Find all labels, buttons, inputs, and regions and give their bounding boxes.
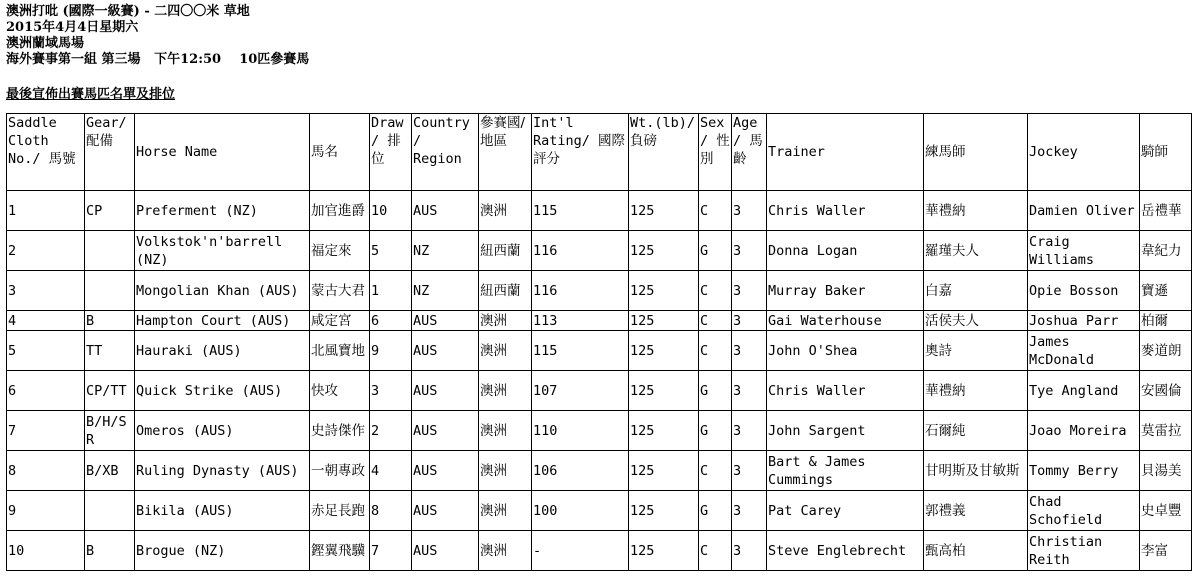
cell-draw: 9 bbox=[370, 331, 412, 371]
cell-country-zh: 澳洲 bbox=[479, 371, 532, 411]
cell-sex: C bbox=[699, 531, 732, 571]
cell-trainer-zh: 白嘉 bbox=[924, 271, 1028, 311]
cell-jockey-zh: 寶遜 bbox=[1140, 271, 1192, 311]
cell-country-zh: 紐西蘭 bbox=[479, 271, 532, 311]
cell-horse-name-zh: 福定來 bbox=[310, 231, 370, 271]
cell-saddle-cloth: 6 bbox=[7, 371, 85, 411]
cell-rating: 116 bbox=[532, 271, 629, 311]
cell-trainer-zh: 郭禮義 bbox=[924, 491, 1028, 531]
cell-sex: G bbox=[699, 371, 732, 411]
cell-horse-name: Hauraki (AUS) bbox=[135, 331, 310, 371]
cell-gear: B bbox=[85, 311, 135, 331]
cell-country: NZ bbox=[412, 271, 479, 311]
cell-trainer: Donna Logan bbox=[767, 231, 924, 271]
race-header bbox=[6, 4, 309, 68]
cell-age: 3 bbox=[732, 531, 767, 571]
cell-gear: CP/TT bbox=[85, 371, 135, 411]
table-row bbox=[7, 231, 1192, 271]
cell-draw: 4 bbox=[370, 451, 412, 491]
cell-trainer: John O'Shea bbox=[767, 331, 924, 371]
cell-jockey: Damien Oliver bbox=[1028, 191, 1140, 231]
cell-weight: 125 bbox=[629, 451, 699, 491]
cell-country-zh: 澳洲 bbox=[479, 191, 532, 231]
cell-trainer-zh: 石爾純 bbox=[924, 411, 1028, 451]
declaration-subtitle: 最後宣佈出賽馬匹名單及排位 bbox=[6, 87, 176, 102]
cell-trainer-zh: 甄高柏 bbox=[924, 531, 1028, 571]
cell-horse-name: Hampton Court (AUS) bbox=[135, 311, 310, 331]
cell-rating: 115 bbox=[532, 191, 629, 231]
cell-trainer: John Sargent bbox=[767, 411, 924, 451]
racecard-body bbox=[7, 191, 1192, 571]
table-row bbox=[7, 191, 1192, 231]
cell-country: AUS bbox=[412, 331, 479, 371]
cell-country-zh: 澳洲 bbox=[479, 451, 532, 491]
cell-country: AUS bbox=[412, 371, 479, 411]
table-row bbox=[7, 451, 1192, 491]
cell-saddle-cloth: 5 bbox=[7, 331, 85, 371]
cell-horse-name-zh: 鏗翼飛驥 bbox=[310, 531, 370, 571]
cell-jockey: Joao Moreira bbox=[1028, 411, 1140, 451]
cell-jockey-zh: 柏爾 bbox=[1140, 311, 1192, 331]
cell-country-zh: 澳洲 bbox=[479, 311, 532, 331]
cell-weight: 125 bbox=[629, 411, 699, 451]
cell-rating: - bbox=[532, 531, 629, 571]
col-header-age: Age/ 馬齡 bbox=[732, 114, 767, 191]
cell-jockey: Craig Williams bbox=[1028, 231, 1140, 271]
cell-country: AUS bbox=[412, 531, 479, 571]
cell-jockey: Joshua Parr bbox=[1028, 311, 1140, 331]
cell-trainer: Pat Carey bbox=[767, 491, 924, 531]
cell-trainer-zh: 甘明斯及甘敏斯 bbox=[924, 451, 1028, 491]
col-header-saddle-cloth: Saddle Cloth No./ 馬號 bbox=[7, 114, 85, 191]
cell-age: 3 bbox=[732, 491, 767, 531]
cell-age: 3 bbox=[732, 311, 767, 331]
cell-draw: 7 bbox=[370, 531, 412, 571]
cell-gear: B/XB bbox=[85, 451, 135, 491]
cell-horse-name-zh: 一朝專政 bbox=[310, 451, 370, 491]
cell-jockey-zh: 麥道朗 bbox=[1140, 331, 1192, 371]
col-header-country: Country/ Region bbox=[412, 114, 479, 191]
cell-country: AUS bbox=[412, 491, 479, 531]
cell-rating: 116 bbox=[532, 231, 629, 271]
cell-horse-name: Omeros (AUS) bbox=[135, 411, 310, 451]
col-header-draw: Draw/ 排位 bbox=[370, 114, 412, 191]
cell-country-zh: 紐西蘭 bbox=[479, 231, 532, 271]
cell-jockey-zh: 韋紀力 bbox=[1140, 231, 1192, 271]
col-header-jockey-zh: 騎師 bbox=[1140, 114, 1192, 191]
cell-horse-name-zh: 快攻 bbox=[310, 371, 370, 411]
cell-jockey: Tommy Berry bbox=[1028, 451, 1140, 491]
cell-jockey-zh: 史卓豐 bbox=[1140, 491, 1192, 531]
cell-sex: C bbox=[699, 451, 732, 491]
cell-jockey: Chad Schofield bbox=[1028, 491, 1140, 531]
cell-horse-name-zh: 咸定宮 bbox=[310, 311, 370, 331]
cell-age: 3 bbox=[732, 331, 767, 371]
cell-saddle-cloth: 2 bbox=[7, 231, 85, 271]
cell-saddle-cloth: 7 bbox=[7, 411, 85, 451]
cell-trainer: Chris Waller bbox=[767, 191, 924, 231]
cell-draw: 2 bbox=[370, 411, 412, 451]
cell-jockey-zh: 貝湯美 bbox=[1140, 451, 1192, 491]
cell-trainer: Murray Baker bbox=[767, 271, 924, 311]
cell-country: AUS bbox=[412, 191, 479, 231]
col-header-trainer: Trainer bbox=[767, 114, 924, 191]
cell-gear: CP bbox=[85, 191, 135, 231]
table-header-row bbox=[7, 114, 1192, 191]
cell-trainer: Gai Waterhouse bbox=[767, 311, 924, 331]
cell-draw: 6 bbox=[370, 311, 412, 331]
cell-trainer: Steve Englebrecht bbox=[767, 531, 924, 571]
cell-age: 3 bbox=[732, 411, 767, 451]
cell-trainer-zh: 羅瑾夫人 bbox=[924, 231, 1028, 271]
cell-horse-name-zh: 蒙古大君 bbox=[310, 271, 370, 311]
race-info: 海外賽事第一組 第三場 下午12:50 10匹參賽馬 bbox=[6, 52, 310, 67]
cell-sex: G bbox=[699, 411, 732, 451]
cell-gear: B bbox=[85, 531, 135, 571]
table-row bbox=[7, 531, 1192, 571]
cell-jockey: James McDonald bbox=[1028, 331, 1140, 371]
cell-draw: 5 bbox=[370, 231, 412, 271]
cell-trainer-zh: 奧詩 bbox=[924, 331, 1028, 371]
cell-saddle-cloth: 4 bbox=[7, 311, 85, 331]
cell-country-zh: 澳洲 bbox=[479, 411, 532, 451]
table-row bbox=[7, 491, 1192, 531]
cell-trainer: Bart & James Cummings bbox=[767, 451, 924, 491]
table-row bbox=[7, 371, 1192, 411]
cell-horse-name: Bikila (AUS) bbox=[135, 491, 310, 531]
cell-weight: 125 bbox=[629, 531, 699, 571]
cell-age: 3 bbox=[732, 231, 767, 271]
cell-horse-name-zh: 北風寶地 bbox=[310, 331, 370, 371]
cell-jockey: Tye Angland bbox=[1028, 371, 1140, 411]
cell-gear: TT bbox=[85, 331, 135, 371]
cell-jockey-zh: 莫雷拉 bbox=[1140, 411, 1192, 451]
cell-sex: C bbox=[699, 271, 732, 311]
cell-draw: 8 bbox=[370, 491, 412, 531]
cell-sex: G bbox=[699, 491, 732, 531]
cell-rating: 106 bbox=[532, 451, 629, 491]
cell-jockey-zh: 岳禮華 bbox=[1140, 191, 1192, 231]
cell-sex: C bbox=[699, 331, 732, 371]
cell-horse-name: Preferment (NZ) bbox=[135, 191, 310, 231]
cell-sex: C bbox=[699, 311, 732, 331]
col-header-country-zh: 參賽國/ 地區 bbox=[479, 114, 532, 191]
cell-gear: B/H/SR bbox=[85, 411, 135, 451]
cell-saddle-cloth: 10 bbox=[7, 531, 85, 571]
cell-horse-name: Ruling Dynasty (AUS) bbox=[135, 451, 310, 491]
cell-horse-name: Volkstok'n'barrell (NZ) bbox=[135, 231, 310, 271]
cell-trainer-zh: 華禮納 bbox=[924, 191, 1028, 231]
cell-age: 3 bbox=[732, 451, 767, 491]
col-header-sex: Sex/ 性別 bbox=[699, 114, 732, 191]
cell-jockey: Christian Reith bbox=[1028, 531, 1140, 571]
cell-sex: G bbox=[699, 231, 732, 271]
cell-weight: 125 bbox=[629, 371, 699, 411]
cell-country-zh: 澳洲 bbox=[479, 331, 532, 371]
col-header-trainer-zh: 練馬師 bbox=[924, 114, 1028, 191]
race-venue: 澳洲蘭域馬場 bbox=[6, 36, 85, 51]
race-date: 2015年4月4日星期六 bbox=[6, 20, 139, 35]
col-header-rating: Int'l Rating/ 國際評分 bbox=[532, 114, 629, 191]
col-header-jockey: Jockey bbox=[1028, 114, 1140, 191]
cell-jockey: Opie Bosson bbox=[1028, 271, 1140, 311]
cell-saddle-cloth: 3 bbox=[7, 271, 85, 311]
table-row bbox=[7, 271, 1192, 311]
cell-country-zh: 澳洲 bbox=[479, 531, 532, 571]
cell-country-zh: 澳洲 bbox=[479, 491, 532, 531]
cell-weight: 125 bbox=[629, 331, 699, 371]
racecard-table bbox=[6, 113, 1192, 571]
cell-trainer: Chris Waller bbox=[767, 371, 924, 411]
table-row bbox=[7, 311, 1192, 331]
cell-draw: 10 bbox=[370, 191, 412, 231]
cell-trainer-zh: 活侯夫人 bbox=[924, 311, 1028, 331]
table-row bbox=[7, 411, 1192, 451]
cell-sex: C bbox=[699, 191, 732, 231]
cell-horse-name-zh: 赤足長跑 bbox=[310, 491, 370, 531]
cell-weight: 125 bbox=[629, 191, 699, 231]
cell-saddle-cloth: 8 bbox=[7, 451, 85, 491]
cell-draw: 3 bbox=[370, 371, 412, 411]
cell-gear bbox=[85, 271, 135, 311]
cell-country: NZ bbox=[412, 231, 479, 271]
cell-draw: 1 bbox=[370, 271, 412, 311]
cell-rating: 100 bbox=[532, 491, 629, 531]
cell-age: 3 bbox=[732, 371, 767, 411]
cell-gear bbox=[85, 231, 135, 271]
race-title: 澳洲打吡 (國際一級賽) - 二四〇〇米 草地 bbox=[6, 4, 250, 19]
cell-rating: 107 bbox=[532, 371, 629, 411]
col-header-gear: Gear/ 配備 bbox=[85, 114, 135, 191]
cell-weight: 125 bbox=[629, 271, 699, 311]
cell-horse-name: Quick Strike (AUS) bbox=[135, 371, 310, 411]
cell-saddle-cloth: 9 bbox=[7, 491, 85, 531]
cell-rating: 113 bbox=[532, 311, 629, 331]
cell-country: AUS bbox=[412, 451, 479, 491]
cell-country: AUS bbox=[412, 311, 479, 331]
cell-jockey-zh: 安國倫 bbox=[1140, 371, 1192, 411]
cell-weight: 125 bbox=[629, 311, 699, 331]
cell-age: 3 bbox=[732, 271, 767, 311]
cell-jockey-zh: 李富 bbox=[1140, 531, 1192, 571]
cell-age: 3 bbox=[732, 191, 767, 231]
cell-horse-name: Brogue (NZ) bbox=[135, 531, 310, 571]
cell-weight: 125 bbox=[629, 231, 699, 271]
cell-saddle-cloth: 1 bbox=[7, 191, 85, 231]
cell-trainer-zh: 華禮納 bbox=[924, 371, 1028, 411]
cell-rating: 115 bbox=[532, 331, 629, 371]
cell-country: AUS bbox=[412, 411, 479, 451]
cell-weight: 125 bbox=[629, 491, 699, 531]
table-row bbox=[7, 331, 1192, 371]
col-header-horse-name: Horse Name bbox=[135, 114, 310, 191]
cell-gear bbox=[85, 491, 135, 531]
col-header-weight: Wt.(lb)/ 負磅 bbox=[629, 114, 699, 191]
cell-horse-name-zh: 史詩傑作 bbox=[310, 411, 370, 451]
cell-horse-name: Mongolian Khan (AUS) bbox=[135, 271, 310, 311]
cell-horse-name-zh: 加官進爵 bbox=[310, 191, 370, 231]
cell-rating: 110 bbox=[532, 411, 629, 451]
col-header-horse-name-zh: 馬名 bbox=[310, 114, 370, 191]
